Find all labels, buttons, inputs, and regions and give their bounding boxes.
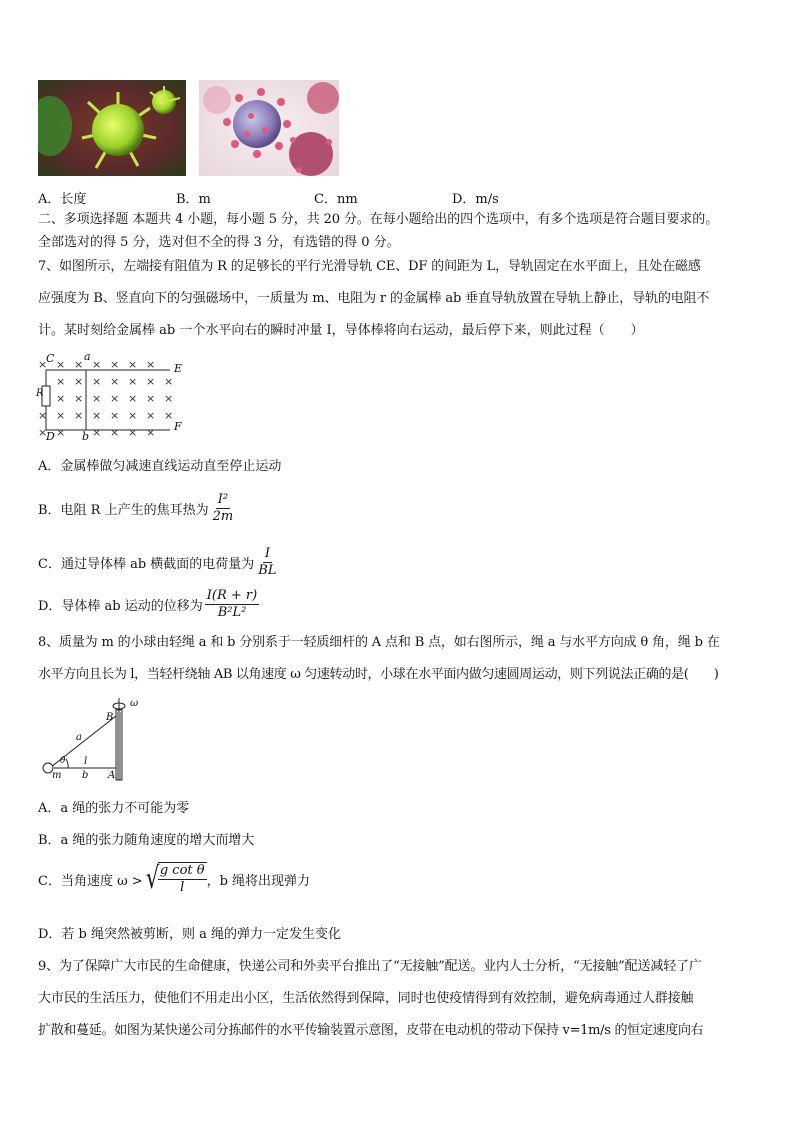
q7-option-c-text: C．通过导体棒 ab 横截面的电荷量为 xyxy=(38,557,255,572)
svg-text:×: × xyxy=(128,426,138,439)
q7-option-c xyxy=(38,546,278,579)
q9-stem-line1: 9、为了保障广大市民的生命健康，快递公司和外卖平台推出了“无接触”配送。业内人士分析，“无接触”配送减轻了广 xyxy=(38,959,702,974)
virus-image-pink xyxy=(199,80,339,176)
q7-fig-label-a: a xyxy=(84,350,91,363)
svg-text:×: × xyxy=(56,409,66,422)
svg-text:×: × xyxy=(146,409,156,422)
svg-text:×: × xyxy=(38,358,48,371)
q8-option-c-sqrt: √ $\frac{\text{g cot θ}}{l}$ xyxy=(145,861,205,896)
svg-text:×: × xyxy=(74,375,84,388)
q7-option-d-text: D．导体棒 ab 运动的位移为 xyxy=(38,599,203,614)
q7-option-b-denominator: 2m xyxy=(212,509,234,524)
q7-option-b-numerator: I² xyxy=(217,492,229,507)
svg-text:×: × xyxy=(56,392,66,405)
svg-text:×: × xyxy=(92,375,102,388)
q7-circuit-figure xyxy=(34,350,194,442)
q7-option-d-denominator: B²L² xyxy=(217,605,247,620)
svg-text:×: × xyxy=(92,392,102,405)
q7-option-b xyxy=(38,492,235,525)
svg-text:×: × xyxy=(92,409,102,422)
svg-text:×: × xyxy=(128,358,138,371)
q7-stem-line1: 7、如图所示，左端接有阻值为 R 的足够长的平行光滑导轨 CE、DF 的间距为 L，导轨固定在水平面上，且处在磁感 xyxy=(38,259,701,274)
q8-fig-label-omega: ω xyxy=(130,698,139,709)
q8-fig-label-a-rope: a xyxy=(76,732,82,743)
q8-option-d: D．若 b 绳突然被剪断，则 a 绳的弹力一定发生变化 xyxy=(38,927,342,942)
q7-option-b-text: B．电阻 R 上产生的焦耳热为 xyxy=(38,503,209,518)
q7-stem-line2: 应强度为 B、竖直向下的匀强磁场中，一质量为 m、电阻为 r 的金属棒 ab 垂直导轨放置在导轨上静止，导轨的电阻不 xyxy=(38,291,710,306)
svg-text:×: × xyxy=(128,375,138,388)
svg-text:×: × xyxy=(74,409,84,422)
q7-fig-label-r: R xyxy=(36,388,44,399)
q8-fig-label-b-point: B xyxy=(106,712,114,723)
q8-stem-line1: 8、质量为 m 的小球由轻绳 a 和 b 分别系于一轻质细杆的 A 点和 B 点，如右图所示，绳 a 与水平方向成 θ 角，绳 b 在 xyxy=(38,635,720,650)
q9-stem-line3: 扩散和蔓延。如图为某快递公司分拣邮件的水平传输装置示意图，皮带在电动机的带动下保持 v=1m/s 的恒定速度向右 xyxy=(38,1023,704,1038)
svg-text:×: × xyxy=(146,392,156,405)
q8-fig-label-a-point: A xyxy=(108,770,116,781)
svg-text:×: × xyxy=(56,358,66,371)
svg-text:×: × xyxy=(164,392,174,405)
q7-stem-line3: 计。某时刻给金属棒 ab 一个水平向右的瞬时冲量 I，导体棒将向右运动，最后停下来，则此过程（ ） xyxy=(38,323,644,338)
section2-line1: 二、多项选择题 本题共 4 小题，每小题 5 分，共 20 分。在每小题给出的四个选项中，有多个选项是符合题目要求的。 xyxy=(38,212,719,227)
q8-option-c-numerator: g cot θ xyxy=(159,863,205,878)
svg-text:×: × xyxy=(146,426,156,439)
q8-option-a: A．a 绳的张力不可能为零 xyxy=(38,801,190,816)
svg-text:×: × xyxy=(92,426,102,439)
svg-text:×: × xyxy=(56,426,66,439)
q8-rotating-rod-figure xyxy=(38,696,148,782)
q8-fig-label-l: l xyxy=(84,756,88,767)
q7-option-d xyxy=(38,588,259,621)
q6-option-a: A．长度 xyxy=(38,192,87,207)
svg-text:×: × xyxy=(74,358,84,371)
q7-fig-label-e: E xyxy=(174,362,183,375)
svg-text:×: × xyxy=(74,392,84,405)
q7-fig-label-f: F xyxy=(174,420,182,433)
virus-image-green xyxy=(38,80,186,176)
svg-text:×: × xyxy=(164,375,174,388)
q7-option-c-denominator: BL xyxy=(258,563,277,578)
svg-text:×: × xyxy=(38,426,48,439)
q7-fig-label-d: D xyxy=(46,430,55,443)
section2-line2: 全部选对的得 5 分，选对但不全的得 3 分，有选错的得 0 分。 xyxy=(38,235,400,250)
q7-fig-label-c: C xyxy=(46,352,55,365)
svg-text:×: × xyxy=(146,358,156,371)
q7-option-d-numerator: I(R + r) xyxy=(206,588,258,603)
svg-text:×: × xyxy=(110,392,120,405)
q9-stem-line2: 大市民的生活压力，使他们不用走出小区，生活依然得到保障，同时也使疫情得到有效控制，避免病毒通过人群接触 xyxy=(38,991,694,1006)
q7-option-a: A．金属棒做匀减速直线运动直至停止运动 xyxy=(38,459,282,474)
svg-text:×: × xyxy=(110,426,120,439)
svg-text:×: × xyxy=(110,358,120,371)
svg-text:×: × xyxy=(38,409,48,422)
q6-option-b: B．m xyxy=(176,192,211,207)
svg-text:×: × xyxy=(92,358,102,371)
svg-text:×: × xyxy=(110,409,120,422)
svg-text:×: × xyxy=(56,375,66,388)
q8-fig-label-m: m xyxy=(52,770,62,781)
svg-text:×: × xyxy=(164,409,174,422)
svg-text:×: × xyxy=(128,409,138,422)
q8-option-c-prefix: C．当角速度 ω > xyxy=(38,873,143,889)
q8-option-b: B．a 绳的张力随角速度的增大而增大 xyxy=(38,833,255,848)
q7-fig-label-b: b xyxy=(82,430,90,443)
q8-option-c-suffix: ，b 绳将出现弹力 xyxy=(206,873,311,889)
q8-fig-label-b-rope: b xyxy=(82,770,89,781)
svg-text:×: × xyxy=(110,375,120,388)
svg-text:×: × xyxy=(128,392,138,405)
q8-fig-label-theta: θ xyxy=(60,756,66,766)
q6-option-c: C．nm xyxy=(314,192,358,207)
svg-text:×: × xyxy=(146,375,156,388)
q8-option-c xyxy=(38,862,310,896)
q8-option-c-denominator: l xyxy=(180,880,185,895)
q8-stem-line2: 水平方向且长为 l，当轻杆绕轴 AB 以角速度 ω 匀速转动时，小球在水平面内做匀速圆周运动，则下列说法正确的是( ) xyxy=(38,667,719,682)
q7-option-c-numerator: I xyxy=(264,546,270,561)
q6-option-d: D．m/s xyxy=(452,192,499,207)
